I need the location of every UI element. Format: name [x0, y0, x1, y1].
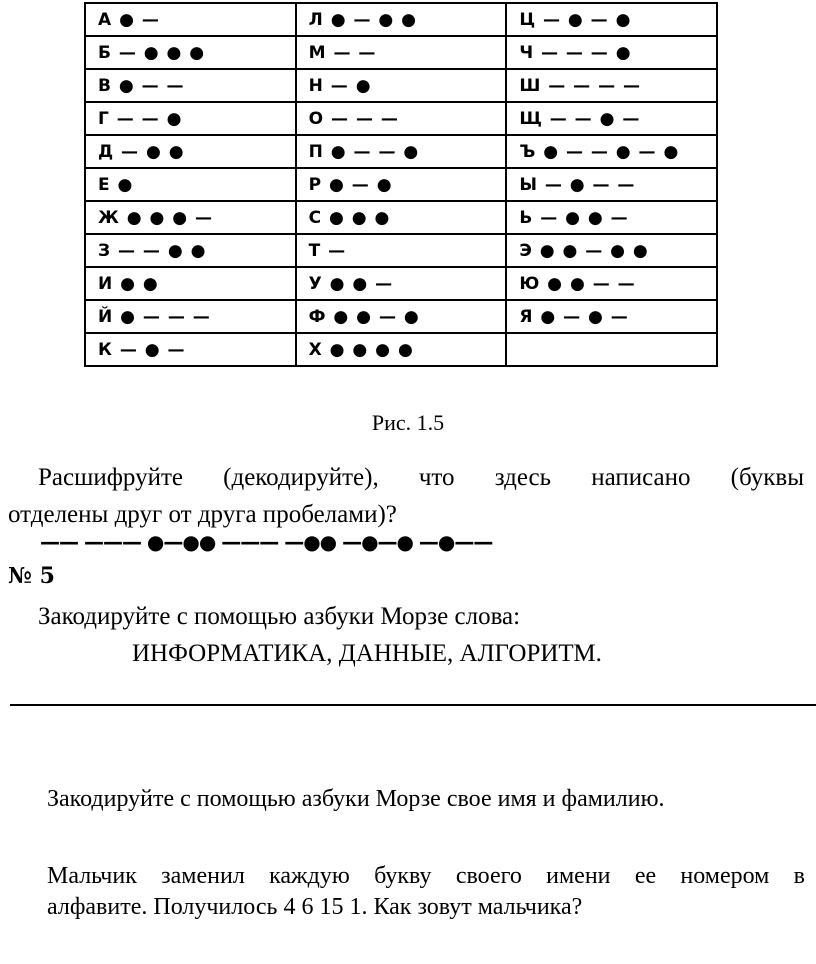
- morse-table-cell: Ж ● ● ● —: [85, 201, 296, 234]
- morse-table-cell: М — —: [296, 36, 507, 69]
- morse-table-cell: Ю ● ● — —: [506, 267, 717, 300]
- morse-table-cell: И ● ●: [85, 267, 296, 300]
- morse-table-row: [85, 201, 717, 234]
- morse-table-cell: О — — —: [296, 102, 507, 135]
- morse-table-cell: Т —: [296, 234, 507, 267]
- morse-table-row: [85, 69, 717, 102]
- morse-table-cell: Е ●: [85, 168, 296, 201]
- morse-table-body: [85, 3, 717, 366]
- task-number: № 5: [8, 563, 55, 589]
- morse-table-row: [85, 102, 717, 135]
- morse-table-cell: Ъ ● — — ● — ●: [506, 135, 717, 168]
- morse-table-row: [85, 234, 717, 267]
- morse-table-row: [85, 168, 717, 201]
- morse-table-cell: Б — ● ● ●: [85, 36, 296, 69]
- morse-table-cell: С ● ● ●: [296, 201, 507, 234]
- morse-table-cell: Х ● ● ● ●: [296, 333, 507, 366]
- morse-code-message: —— ——— ●—●● ——— —●● —●—● —●——: [40, 530, 493, 554]
- morse-table-row: [85, 267, 717, 300]
- morse-table-cell: В ● — —: [85, 69, 296, 102]
- morse-table-cell: А ● —: [85, 3, 296, 36]
- morse-table-cell: Ф ● ● — ●: [296, 300, 507, 333]
- morse-table-row: [85, 333, 717, 366]
- boy-task-line-1: Мальчик заменил каждую букву своего имени ее номером в: [47, 863, 805, 889]
- morse-table-cell: З — — ● ●: [85, 234, 296, 267]
- task5-words: ИНФОРМАТИКА, ДАННЫЕ, АЛГОРИТМ.: [132, 640, 602, 667]
- morse-table-row: [85, 300, 717, 333]
- decode-task-line-2: отделены друг от друга пробелами)?: [8, 501, 397, 528]
- morse-table-cell: Я ● — ● —: [506, 300, 717, 333]
- figure-caption: Рис. 1.5: [371, 410, 445, 435]
- morse-table-cell: Ч — — — ●: [506, 36, 717, 69]
- morse-table-cell: Л ● — ● ●: [296, 3, 507, 36]
- morse-table-cell: Щ — — ● —: [506, 102, 717, 135]
- morse-table-cell: Ь — ● ● —: [506, 201, 717, 234]
- morse-table-cell: Ш — — — —: [506, 69, 717, 102]
- boy-name-task: [47, 861, 805, 923]
- morse-table-cell: [506, 333, 717, 366]
- morse-table-cell: Д — ● ●: [85, 135, 296, 168]
- morse-table-cell: Г — — ●: [85, 102, 296, 135]
- morse-table-cell: Н — ●: [296, 69, 507, 102]
- morse-table-cell: Э ● ● — ● ●: [506, 234, 717, 267]
- morse-table-cell: У ● ● —: [296, 267, 507, 300]
- morse-table-cell: Ы — ● — —: [506, 168, 717, 201]
- morse-table-cell: П ● — — ●: [296, 135, 507, 168]
- morse-table-row: [85, 135, 717, 168]
- morse-table-row: [85, 36, 717, 69]
- answer-line: [10, 704, 816, 706]
- morse-code-table: [84, 2, 718, 367]
- decode-task-paragraph: [8, 459, 804, 533]
- morse-table-cell: Й ● — — —: [85, 300, 296, 333]
- morse-table-cell: Ц — ● — ●: [506, 3, 717, 36]
- morse-table-cell: Р ● — ●: [296, 168, 507, 201]
- task5-instruction: Закодируйте с помощью азбуки Морзе слова:: [38, 603, 521, 630]
- name-encode-task: Закодируйте с помощью азбуки Морзе свое имя и фамилию.: [47, 786, 665, 812]
- morse-table-cell: К — ● —: [85, 333, 296, 366]
- morse-table-row: [85, 3, 717, 36]
- decode-task-line-1: Расшифруйте (декодируйте), что здесь написано (буквы: [38, 464, 804, 491]
- boy-task-line-2: алфавите. Получилось 4 6 15 1. Как зовут мальчика?: [47, 894, 583, 920]
